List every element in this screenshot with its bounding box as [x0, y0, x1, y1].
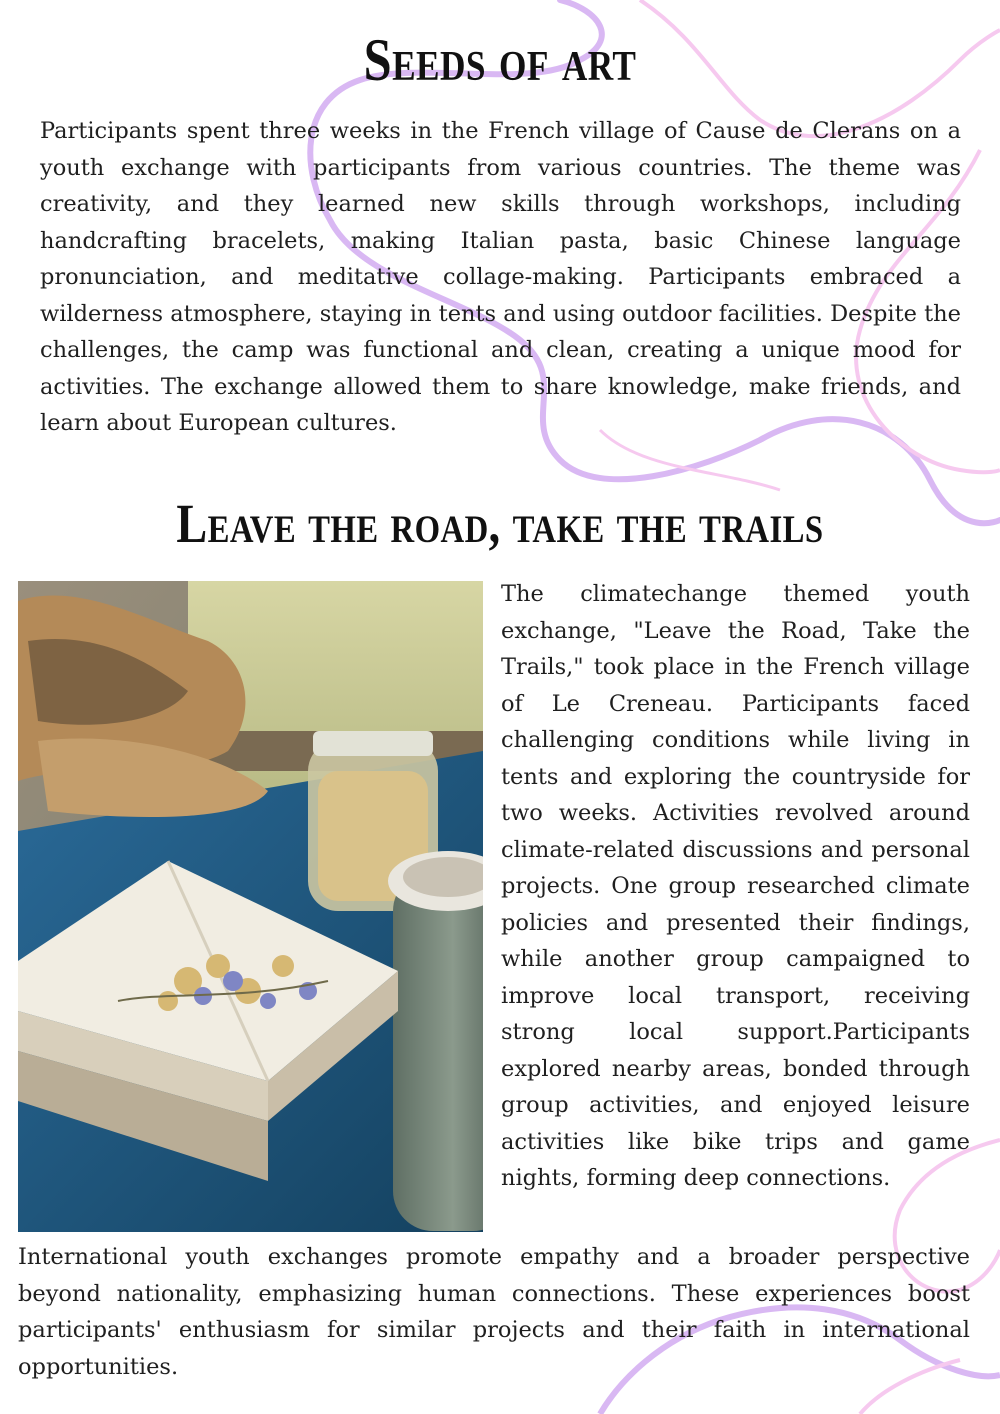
section-title-leave-the-road: Leave the road, take the trails	[176, 493, 824, 554]
closing-paragraph: International youth exchanges promote empathy and a broader perspective beyond nationality, emphasizing human connections. These experiences boost participants' enthusiasm for similar projects and their faith in international opportunities.	[18, 1244, 970, 1380]
photo-illustration	[18, 581, 483, 1232]
section-title-seeds-of-art: Seeds of art	[363, 27, 637, 93]
photo-book-dried-flowers-jars	[18, 581, 483, 1232]
section-body-leave-the-road: The climatechange themed youth exchange, "Leave the Road, Take the Trails," took place in the French village of Le Creneau. Participants faced challenging conditions while living in tents and exploring the countryside for two weeks. Activities revolved around climate-related discussions and personal projects. One group researched climate policies and presented their findings, while another group campaigned to improve local transport, receiving strong local support.Participants explored nearby areas, bonded through group activities, and enjoyed leisure activities like bike trips and game nights, forming deep connections.	[501, 581, 970, 1191]
section-body-seeds-of-art: Participants spent three weeks in the French village of Cause de Clerans on a youth exchange with participants from various countries. The theme was creativity, and they learned new skills through workshops, including handcrafting bracelets, making Italian pasta, basic Chinese language pronunciation, and meditative collage-making. Participants embraced a wilderness atmosphere, staying in tents and using outdoor facilities. Despite the challenges, the camp was functional and clean, creating a unique mood for activities. The exchange allowed them to share knowledge, make friends, and learn about European cultures.	[40, 118, 961, 436]
